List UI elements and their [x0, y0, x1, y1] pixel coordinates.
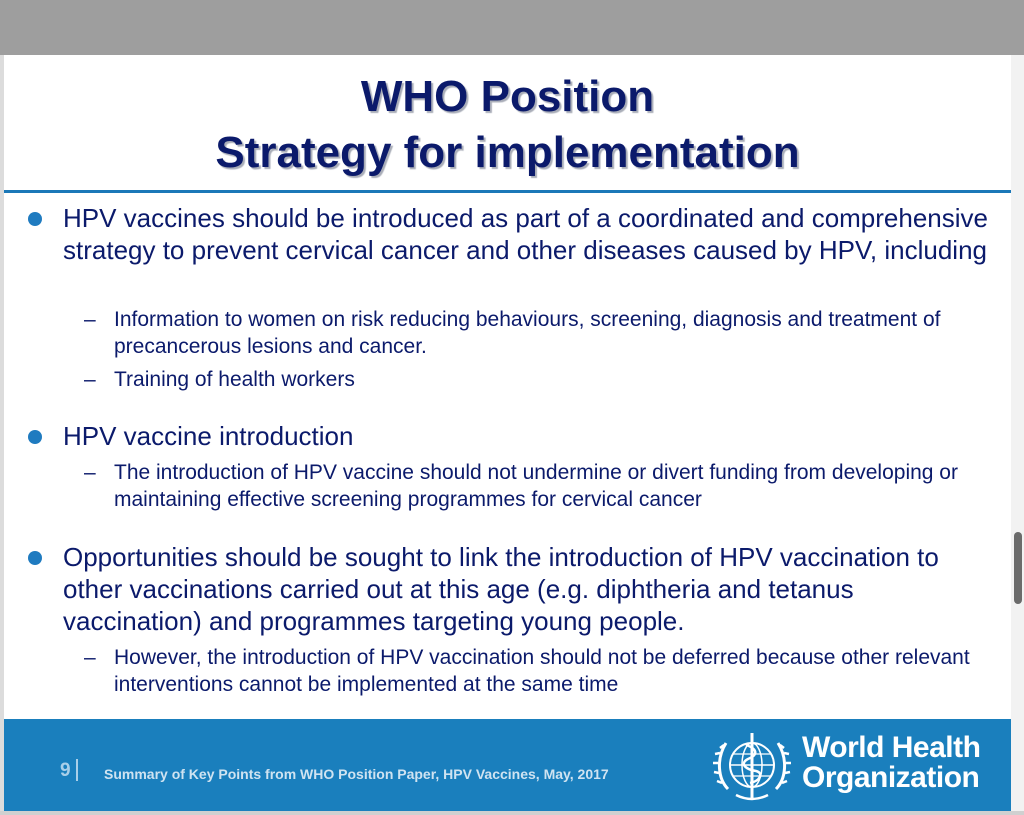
- dash-icon: –: [84, 308, 96, 331]
- bullet-text: HPV vaccine introduction: [63, 421, 354, 451]
- sub-item: [84, 366, 994, 393]
- logo-line-2: Organization: [802, 761, 980, 794]
- slide: [4, 55, 1011, 811]
- viewer-bottom-edge: [0, 811, 1024, 815]
- page-number: 9: [60, 760, 71, 781]
- title-line-2: Strategy for implementation: [215, 128, 800, 177]
- viewer-top-bar: [0, 0, 1024, 55]
- bullet-item: [63, 420, 993, 452]
- dash-icon: –: [84, 461, 96, 484]
- sub-item: [84, 306, 994, 360]
- who-logo-text: [802, 733, 980, 793]
- title-line-1: WHO Position: [360, 72, 655, 121]
- sub-text: Information to women on risk reducing behaviours, screening, diagnosis and treatment of precancerous lesions and cancer.: [114, 308, 941, 358]
- bullet-text: Opportunities should be sought to link the introduction of HPV vaccination to other vaccinations carried out at this age (e.g. diphtheria and tetanus vaccination) and programmes targeting young people.: [63, 542, 939, 636]
- slide-footer: [4, 719, 1011, 811]
- bullet-item: [63, 541, 993, 637]
- logo-line-1: World Health: [802, 731, 981, 764]
- vertical-scrollbar[interactable]: [1011, 55, 1024, 815]
- footer-caption: Summary of Key Points from WHO Position Paper, HPV Vaccines, May, 2017: [104, 766, 609, 782]
- who-emblem-icon: [708, 723, 796, 807]
- scrollbar-thumb[interactable]: [1014, 532, 1022, 604]
- title-divider: [4, 190, 1011, 193]
- bullet-text: HPV vaccines should be introduced as part of a coordinated and comprehensive strategy to prevent cervical cancer and other diseases caused by HPV, including: [63, 203, 989, 265]
- dash-icon: –: [84, 368, 96, 391]
- dash-icon: –: [84, 646, 96, 669]
- sub-item: [84, 644, 994, 698]
- slide-title: [4, 71, 1011, 183]
- sub-text: Training of health workers: [114, 368, 355, 391]
- bullet-dot-icon: [28, 212, 42, 226]
- page-separator: [76, 759, 78, 781]
- sub-text: However, the introduction of HPV vaccination should not be deferred because other relevant interventions cannot be implemented at the same time: [114, 646, 970, 696]
- sub-item: [84, 459, 994, 513]
- bullet-item: [63, 202, 993, 266]
- bullet-dot-icon: [28, 551, 42, 565]
- bullet-dot-icon: [28, 430, 42, 444]
- sub-text: The introduction of HPV vaccine should not undermine or divert funding from developing or maintaining effective screening programmes for cervical cancer: [114, 461, 958, 511]
